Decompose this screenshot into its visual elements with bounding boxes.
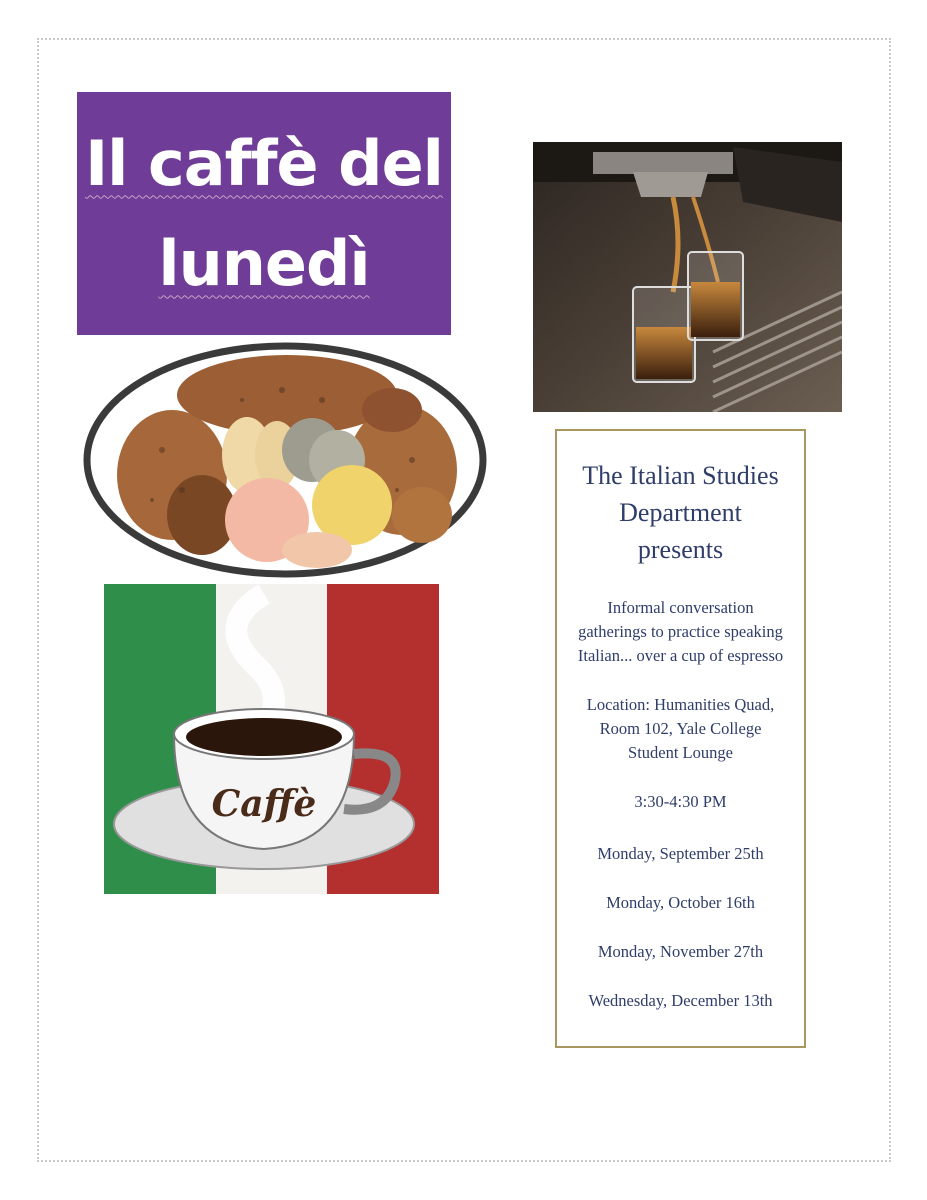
event-location — [557, 693, 804, 765]
description-line: Informal conversation — [607, 598, 754, 617]
espresso-photo — [533, 142, 842, 412]
event-description — [557, 596, 804, 668]
event-date: Wednesday, December 13th — [588, 991, 773, 1010]
event-info-box — [555, 429, 806, 1048]
description-line: Italian... over a cup of espresso — [577, 646, 784, 665]
event-date: Monday, October 16th — [606, 893, 755, 912]
cookie-platter-image — [82, 340, 488, 580]
title-banner — [77, 92, 451, 335]
location-line: Student Lounge — [628, 743, 733, 762]
title-line-1: Il caffè del — [85, 126, 443, 200]
heading-line-2: Department — [619, 498, 742, 527]
event-date: Monday, September 25th — [597, 844, 764, 863]
cup-label: Caffè — [211, 783, 317, 825]
caffe-cup-image — [104, 584, 439, 894]
location-line: Location: Humanities Quad, — [586, 695, 775, 714]
heading-line-3: presents — [637, 535, 724, 564]
title-line-2: lunedì — [158, 226, 370, 300]
event-time: 3:30-4:30 PM — [634, 792, 727, 811]
presenter-heading — [557, 457, 804, 568]
location-line: Room 102, Yale College — [599, 719, 762, 738]
description-line: gatherings to practice speaking — [578, 622, 783, 641]
heading-line-1: The Italian Studies — [582, 461, 779, 490]
event-date: Monday, November 27th — [597, 942, 764, 961]
